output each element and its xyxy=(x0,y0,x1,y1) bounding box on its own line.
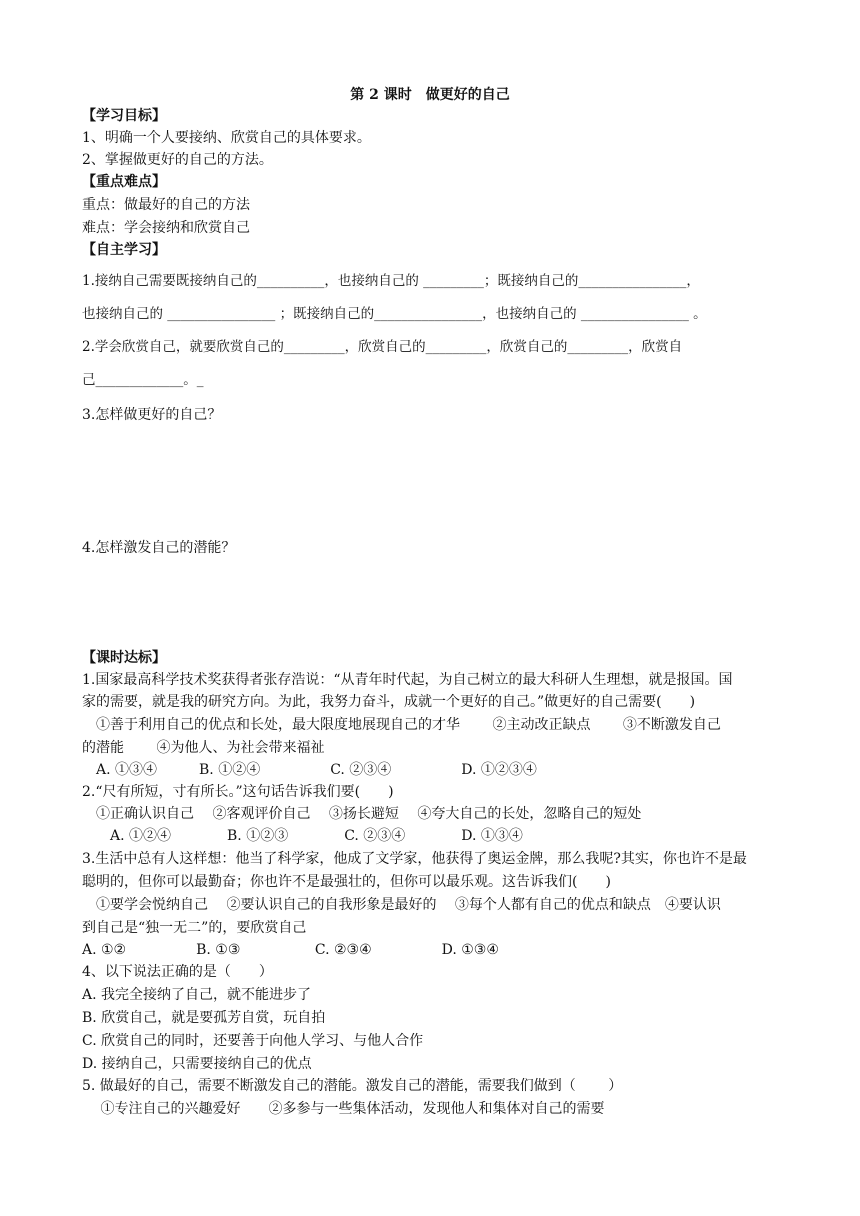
key-points-header: 【重点难点】 xyxy=(82,174,166,190)
practice-option: D. 接纳自己，只需要接纳自己的优点 xyxy=(82,1056,312,1072)
practice-line: 1.国家最高科学技术奖获得者张存浩说：“从青年时代起，为自己树立的最大科研人生理想，就是报国。国 xyxy=(82,672,733,688)
self-study-question: 3.怎样做更好的自己？ xyxy=(82,407,222,423)
practice-line: 聪明的，但你可以最勤奋；你也许不是最强壮的，但你可以最乐观。这告诉我们( ) xyxy=(82,874,611,890)
practice-line: 到自己是“独一无二”的，要欣赏自己 xyxy=(82,920,307,936)
self-study-line: 2.学会欣赏自己，就要欣赏自己的_________，欣赏自己的_________，欣赏自己的_________，欣赏自 xyxy=(82,339,683,355)
goals-header: 【学习目标】 xyxy=(82,108,166,124)
goal-item: 2、掌握做更好的自己的方法。 xyxy=(82,152,273,168)
practice-line: ①要学会悦纳自己 ②要认识自己的自我形象是最好的 ③每个人都有自己的优点和缺点 ④要认识 xyxy=(82,897,721,913)
practice-line: 的潜能 ④为他人、为社会带来福祉 xyxy=(82,740,325,756)
self-study-question: 4.怎样激发自己的潜能？ xyxy=(82,540,236,556)
key-point-item: 难点：学会接纳和欣赏自己 xyxy=(82,220,250,236)
practice-options: A. ①③④ B. ①②④ C. ②③④ D. ①②③④ xyxy=(82,762,537,778)
practice-line: 5. 做最好的自己，需要不断激发自己的潜能。激发自己的潜能，需要我们做到（ ） xyxy=(82,1078,623,1094)
practice-option: C. 欣赏自己的同时，还要善于向他人学习、与他人合作 xyxy=(82,1033,424,1049)
practice-option: A. 我完全接纳了自己，就不能进步了 xyxy=(82,987,312,1003)
page-title: 第 2 课时 做更好的自己 xyxy=(350,87,510,103)
practice-line: 2.“尺有所短，寸有所长。”这句话告诉我们要( ) xyxy=(82,784,394,800)
key-point-item: 重点：做最好的自己的方法 xyxy=(82,197,250,213)
self-study-header: 【自主学习】 xyxy=(82,242,166,258)
practice-line: 4、以下说法正确的是（ ） xyxy=(82,964,273,980)
practice-line: 家的需要，就是我的研究方向。为此，我努力奋斗，成就一个更好的自己。”做更好的自己需要( ) xyxy=(82,694,696,710)
practice-line: ①正确认识自己 ②客观评价自己 ③扬长避短 ④夸大自己的长处，忽略自己的短处 xyxy=(82,806,642,822)
goal-item: 1、明确一个人要接纳、欣赏自己的具体要求。 xyxy=(82,130,371,146)
practice-option: B. 欣赏自己，就是要孤芳自赏，玩自拍 xyxy=(82,1010,326,1026)
self-study-line: 1.接纳自己需要既接纳自己的__________，也接纳自己的 _________；既接纳自己的________________， xyxy=(82,273,700,289)
self-study-line: 也接纳自己的 ________________ ；既接纳自己的________________，也接纳自己的 ________________ 。 xyxy=(82,306,707,322)
practice-options: A. ①②④ B. ①②③ C. ②③④ D. ①③④ xyxy=(82,828,523,844)
practice-line: 3.生活中总有人这样想：他当了科学家，他成了文学家，他获得了奥运金牌，那么我呢?其实，你也许不是最 xyxy=(82,851,747,867)
self-study-line: 己_____________。_ xyxy=(82,372,204,388)
practice-line: ①专注自己的兴趣爱好 ②多参与一些集体活动，发现他人和集体对自己的需要 xyxy=(82,1101,605,1117)
practice-options: A. ①② B. ①③ C. ②③④ D. ①③④ xyxy=(82,942,499,958)
practice-line: ①善于利用自己的优点和长处，最大限度地展现自己的才华 ②主动改正缺点 ③不断激发自己 xyxy=(82,717,721,733)
practice-header: 【课时达标】 xyxy=(82,650,166,666)
